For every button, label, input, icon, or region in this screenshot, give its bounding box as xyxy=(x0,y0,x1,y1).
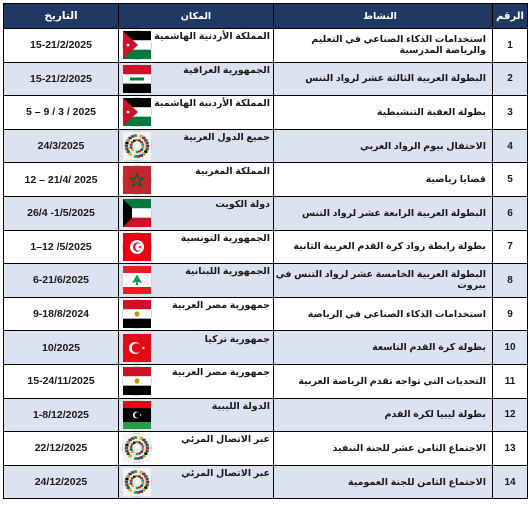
row-activity: بطولة رابطة رواد كرة القدم العربية الثانية xyxy=(274,230,493,264)
row-place xyxy=(119,264,274,298)
schedule-table xyxy=(3,3,528,499)
row-number: 5 xyxy=(493,163,528,197)
row-activity: بطولة كرة القدم التاسعة xyxy=(274,331,493,365)
egypt-flag-icon xyxy=(123,300,151,328)
row-date: 15-24/11/2025 xyxy=(4,364,119,398)
row-date: 24/3/2025 xyxy=(4,129,119,163)
row-date: 10/2025 xyxy=(4,331,119,365)
row-number: 2 xyxy=(493,62,528,96)
table-row xyxy=(4,364,528,398)
table-header-row xyxy=(4,4,528,29)
table-row xyxy=(4,264,528,298)
row-place-label: الجمهورية التونسية xyxy=(180,232,270,244)
row-number: 6 xyxy=(493,196,528,230)
row-place xyxy=(119,196,274,230)
row-date: 26/4 -1/5/2025 xyxy=(4,196,119,230)
row-activity: التحديات التي تواجه تقدم الرياضة العربية xyxy=(274,364,493,398)
arab-league-flags-icon xyxy=(123,468,151,496)
row-place xyxy=(119,398,274,432)
row-place-label: جميع الدول العربية xyxy=(183,132,270,144)
row-number: 3 xyxy=(493,96,528,130)
table-row xyxy=(4,29,528,63)
row-place-label: الدولة الليبية xyxy=(211,400,270,412)
row-activity: البطولة العربية الخامسة عشر لرواد التنس في بيروت xyxy=(274,264,493,298)
row-number: 1 xyxy=(493,29,528,63)
iraq-flag-icon xyxy=(123,65,151,93)
jordan-flag-icon xyxy=(123,31,151,59)
row-place-label: عبر الاتصال المرئي xyxy=(181,468,270,480)
row-activity: بطولة العقبة التنشيطية xyxy=(274,96,493,130)
table-row xyxy=(4,196,528,230)
table-row xyxy=(4,96,528,130)
row-number: 12 xyxy=(493,398,528,432)
row-place-label: عبر الاتصال المرئي xyxy=(181,434,270,446)
row-activity: الاجتماع الثامن للجنة العمومية xyxy=(274,465,493,499)
row-date: 24/12/2025 xyxy=(4,465,119,499)
row-activity: بطولة ليبيا لكرة القدم xyxy=(274,398,493,432)
row-number: 13 xyxy=(493,432,528,466)
table-row xyxy=(4,230,528,264)
header-activity: النشاط xyxy=(274,4,493,29)
row-number: 10 xyxy=(493,331,528,365)
row-place-label: المملكة المغربية xyxy=(194,165,270,177)
row-place xyxy=(119,331,274,365)
kuwait-flag-icon xyxy=(123,199,151,227)
libya-flag-icon xyxy=(123,401,151,429)
row-activity: استخدامات الذكاء الصناعي في الرياضة xyxy=(274,297,493,331)
row-date: 1–12 /5/2025 xyxy=(4,230,119,264)
arab-league-flags-icon xyxy=(123,434,151,462)
row-place xyxy=(119,465,274,499)
row-place xyxy=(119,29,274,63)
table-row xyxy=(4,129,528,163)
header-place: المكان xyxy=(119,4,274,29)
row-number: 4 xyxy=(493,129,528,163)
row-place-label: جمهورية تركيا xyxy=(204,333,270,345)
row-place xyxy=(119,230,274,264)
row-activity: البطولة العربية الثالثة عشر لرواد التنس xyxy=(274,62,493,96)
row-place xyxy=(119,129,274,163)
row-date: 1-8/12/2025 xyxy=(4,398,119,432)
row-place xyxy=(119,62,274,96)
table-row xyxy=(4,297,528,331)
jordan-flag-icon xyxy=(123,98,151,126)
turkey-flag-icon xyxy=(123,334,151,362)
row-date: 15-21/2/2025 xyxy=(4,62,119,96)
row-date: 9-18/8/2024 xyxy=(4,297,119,331)
table-row xyxy=(4,163,528,197)
row-activity: الاحتفال بيوم الرواد العربي xyxy=(274,129,493,163)
table-row xyxy=(4,62,528,96)
row-number: 9 xyxy=(493,297,528,331)
row-date: 12 – 21/4/ 2025 xyxy=(4,163,119,197)
row-date: 15-21/2/2025 xyxy=(4,29,119,63)
schedule-table-wrapper xyxy=(3,3,524,499)
table-row xyxy=(4,465,528,499)
row-place xyxy=(119,432,274,466)
table-row xyxy=(4,331,528,365)
header-date: التاريخ xyxy=(4,4,119,29)
arab-league-flags-icon xyxy=(123,132,151,160)
row-place xyxy=(119,297,274,331)
row-place xyxy=(119,96,274,130)
egypt-flag-icon xyxy=(123,367,151,395)
header-num: الرقم xyxy=(493,4,528,29)
row-date: 22/12/2025 xyxy=(4,432,119,466)
row-place-label: جمهورية مصر العربية xyxy=(172,300,270,312)
row-activity: الاجتماع الثامن عشر للجنة التنفيذ xyxy=(274,432,493,466)
lebanon-flag-icon xyxy=(123,266,151,294)
row-place-label: دولة الكويت xyxy=(215,199,270,211)
row-activity: استخدامات الذكاء الصناعي في التعليم والرياضة المدرسية xyxy=(274,29,493,63)
row-number: 11 xyxy=(493,364,528,398)
row-number: 7 xyxy=(493,230,528,264)
row-place-label: الجمهورية العراقية xyxy=(183,64,270,76)
row-place xyxy=(119,163,274,197)
row-date: 5 – 9 / 3 / 2025 xyxy=(4,96,119,130)
row-place-label: المملكة الأردنية الهاشمية xyxy=(154,31,270,43)
tunisia-flag-icon xyxy=(123,233,151,261)
row-activity: البطولة العربية الرابعة عشر لرواد التنس xyxy=(274,196,493,230)
row-number: 8 xyxy=(493,264,528,298)
row-place-label: المملكة الأردنية الهاشمية xyxy=(154,98,270,110)
row-number: 14 xyxy=(493,465,528,499)
row-activity: قضايا رياضية xyxy=(274,163,493,197)
table-row xyxy=(4,432,528,466)
row-date: 6-21/6/2025 xyxy=(4,264,119,298)
table-body xyxy=(4,29,528,499)
row-place xyxy=(119,364,274,398)
row-place-label: الجمهورية اللبنانية xyxy=(185,266,270,278)
table-row xyxy=(4,398,528,432)
row-place-label: جمهورية مصر العربية xyxy=(172,367,270,379)
morocco-flag-icon xyxy=(123,166,151,194)
